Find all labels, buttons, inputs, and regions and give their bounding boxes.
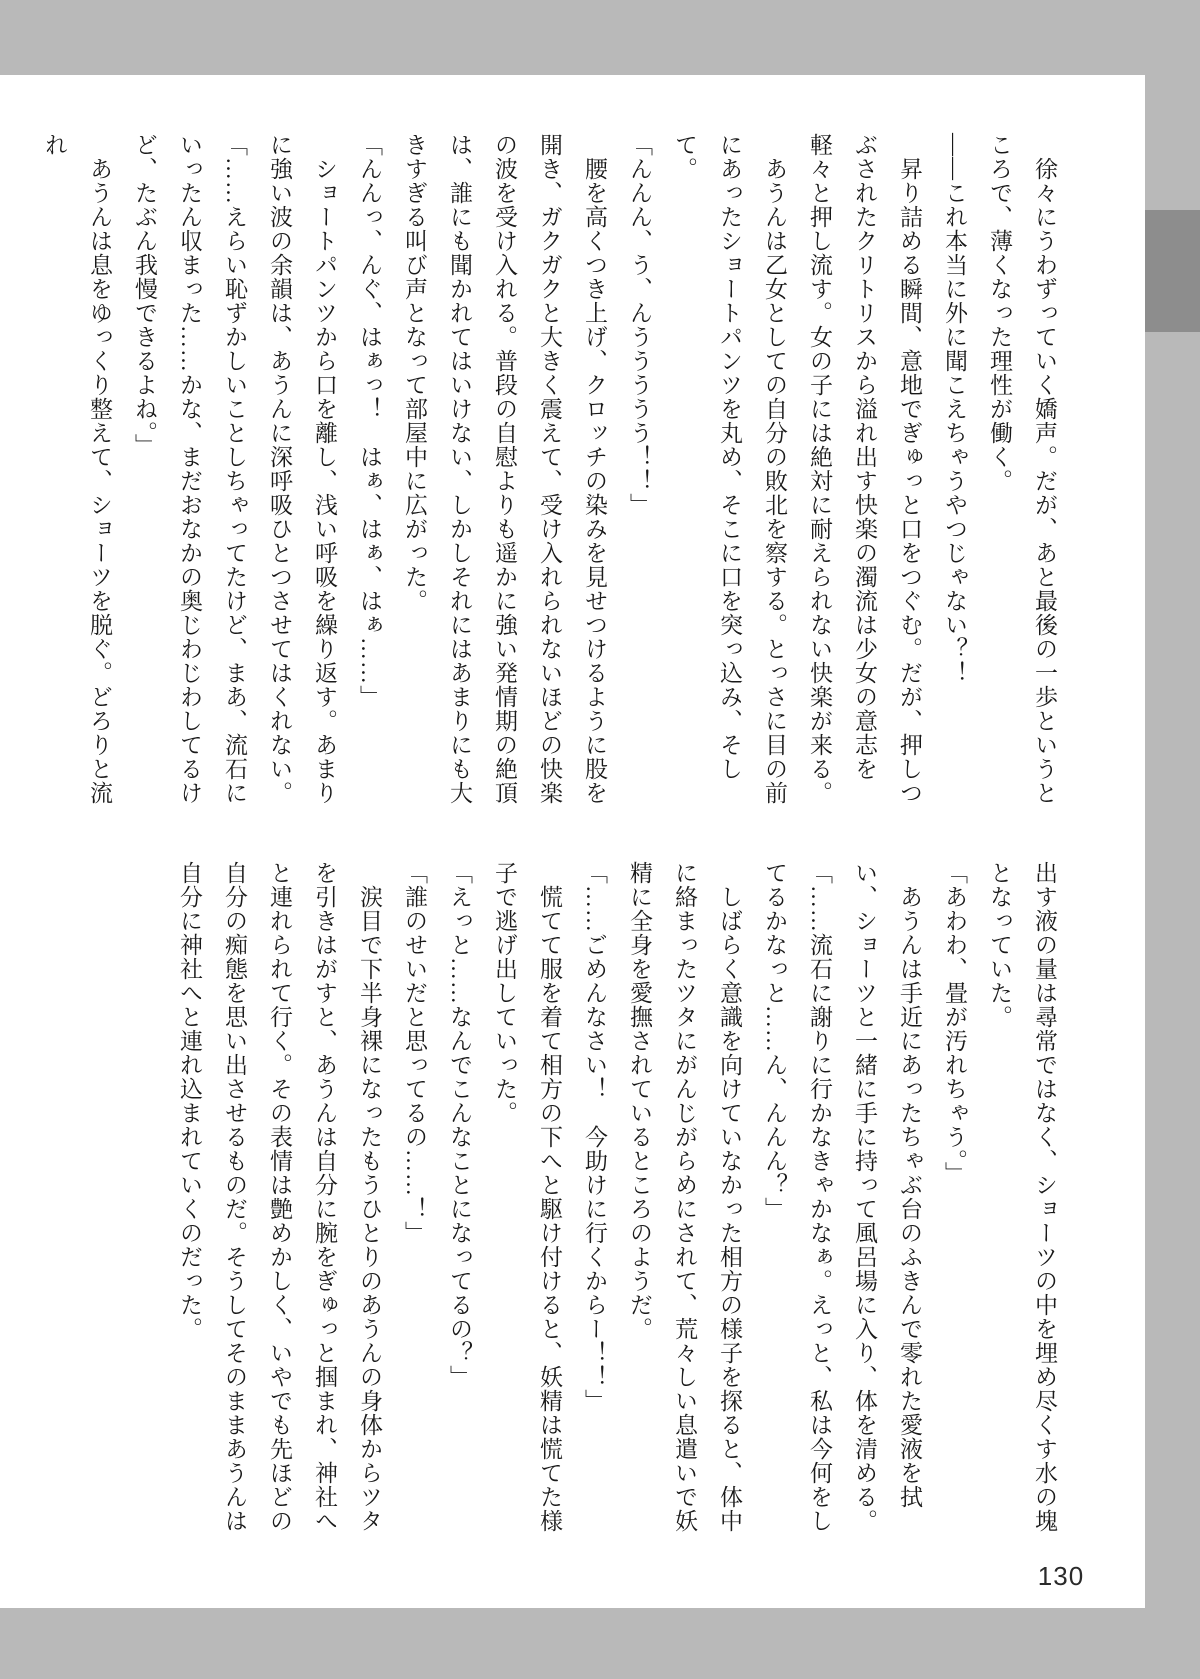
text-block-top (42, 133, 1067, 807)
paragraph: あうんは息をゆっくり整えて、ショーツを脱ぐ。どろりと流れ (42, 133, 112, 805)
paragraph: 慌てて服を着て相方の下へと駆け付けると、妖精は慌てた様子で逃げ出していった。 (492, 861, 562, 1533)
paragraph: 徐々にうわずっていく嬌声。だが、あと最後の一歩というところで、薄くなった理性が働く。 (987, 133, 1057, 805)
paragraph: 昇り詰める瞬間、意地でぎゅっと口をつぐむ。だが、押しつぶされたクリトリスから溢れ出す快楽の濁流は少女の意志を軽々と押し流す。女の子には絶対に耐えられない快楽が来る。 (807, 133, 922, 805)
scrollbar-thumb[interactable] (1143, 210, 1200, 332)
page-number: 130 (1037, 1561, 1085, 1591)
paragraph: 涙目で下半身裸になったもうひとりのあうんの身体からツタを引きはがすと、あうんは自分に腕をぎゅっと掴まれ、神社へと連れられて行く。その表情は艶めかしく、いやでも先ほどの自分の痴態を思い出させるものだ。そうしてそのままあうんは自分に神社へと連れ込まれていくのだった。 (177, 861, 382, 1533)
paragraph: 「えっと……なんでこんなことになってるの？」 (447, 861, 472, 1389)
book-page (0, 75, 1145, 1608)
paragraph: 「……ごめんなさい！ 今助けに行くからー！！」 (582, 861, 607, 1413)
paragraph: しばらく意識を向けていなかった相方の様子を探ると、体中に絡まったツタにがんじがらめにされて、荒々しい息遣いで妖精に全身を愛撫されているところのようだ。 (627, 861, 742, 1533)
paragraph: 「……えらい恥ずかしいことしちゃってたけど、まあ、流石にいったん収まった……かな、まだおなかの奥じわじわしてるけど、たぶん我慢できるよね。」 (132, 133, 247, 805)
paragraph: 「んんん、う、んううううう！！」 (627, 133, 652, 517)
paragraph: あうんは乙女としての自分の敗北を察する。とっさに目の前にあったショートパンツを丸め、そこに口を突っ込み、そして。 (672, 133, 787, 805)
paragraph: 出す液の量は尋常ではなく、ショーツの中を埋め尽くす水の塊となっていた。 (987, 861, 1057, 1533)
paragraph: 「んんっ、んぐ、はぁっ！ はぁ、はぁ、はぁ……」 (357, 133, 382, 709)
paragraph: 腰を高くつき上げ、クロッチの染みを見せつけるように股を開き、ガクガクと大きく震えて、受け入れられないほどの快楽の波を受け入れる。普段の自慰よりも遥かに強い発情期の絶頂は、誰にも聞かれてはいけない、しかしそれにはあまりにも大きすぎる叫び声となって部屋中に広がった。 (402, 133, 607, 805)
paragraph: 「あわわ、畳が汚れちゃう。」 (942, 861, 967, 1186)
paragraph: ――これ本当に外に聞こえちゃうやつじゃない？！ (942, 133, 967, 685)
viewer-background-bottom (0, 1608, 1200, 1679)
paragraph: 「誰のせいだと思ってるの……！」 (402, 861, 427, 1245)
text-block-bottom (52, 861, 1067, 1535)
paragraph: 「……流石に謝りに行かなきゃかなぁ。えっと、私は今何をしてるかなっと……ん、んんん？」 (762, 861, 832, 1533)
viewer-background-top (0, 0, 1200, 75)
paragraph: あうんは手近にあったちゃぶ台のふきんで零れた愛液を拭い、ショーツと一緒に手に持って風呂場に入り、体を清める。 (852, 861, 922, 1533)
paragraph: ショートパンツから口を離し、浅い呼吸を繰り返す。あまりに強い波の余韻は、あうんに深呼吸ひとつさせてはくれない。 (267, 133, 337, 805)
